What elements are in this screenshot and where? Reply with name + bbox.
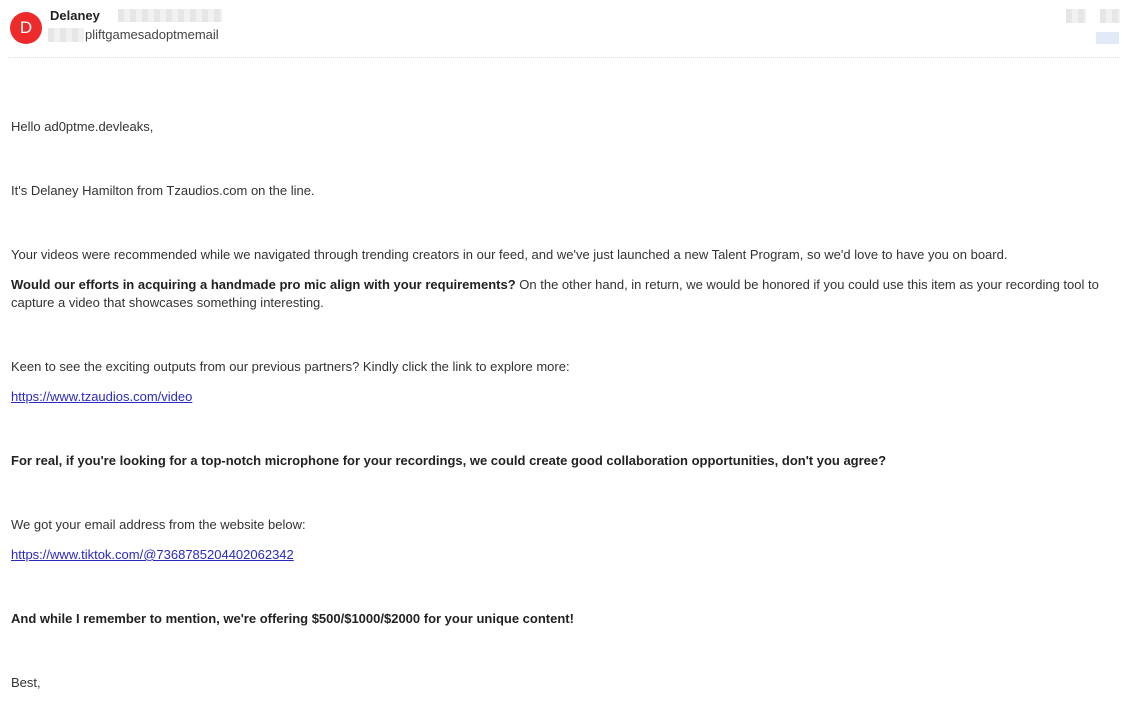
redacted-action-icon[interactable] (1066, 9, 1086, 23)
tiktok-link[interactable]: https://www.tiktok.com/@7368785204402062342 (11, 547, 294, 562)
greeting: Hello ad0ptme.devleaks, (11, 119, 154, 134)
sender-email[interactable]: pliftgamesadoptmemail (85, 27, 219, 42)
intro-line: It's Delaney Hamilton from Tzaudios.com on the line. (11, 183, 315, 198)
video-link[interactable]: https://www.tzaudios.com/video (11, 389, 193, 404)
paragraph-source: We got your email address from the website below: (11, 517, 306, 532)
offer-details: On the other hand, in return, we would be honored if you could use this item as your recording tool to capture a video that showcases something interesting. (11, 277, 1099, 310)
paragraph-offer (11, 276, 1111, 312)
email-header (0, 0, 1129, 58)
closing: Best, (11, 675, 41, 690)
sender-name[interactable]: Delaney (50, 8, 100, 23)
offer-question: Would our efforts in acquiring a handmade pro mic align with your requirements? (11, 277, 516, 292)
redacted-action-link[interactable] (1096, 32, 1119, 44)
redacted-email-prefix (48, 28, 84, 42)
paragraph-partners: Keen to see the exciting outputs from our previous partners? Kindly click the link to explore more: (11, 359, 570, 374)
sender-avatar[interactable]: D (10, 12, 42, 44)
redacted-sender-detail (118, 9, 222, 22)
paragraph-talent-program: Your videos were recommended while we navigated through trending creators in our feed, and we've just launched a new Talent Program, so we'd love to have you on board. (11, 247, 1008, 262)
header-divider (8, 57, 1120, 58)
bold-collaboration-line: For real, if you're looking for a top-notch microphone for your recordings, we could create good collaboration opportunities, don't you agree? (11, 453, 887, 468)
redacted-action-icon[interactable] (1100, 9, 1120, 23)
bold-payment-line: And while I remember to mention, we're offering $500/$1000/$2000 for your unique content! (11, 611, 574, 626)
